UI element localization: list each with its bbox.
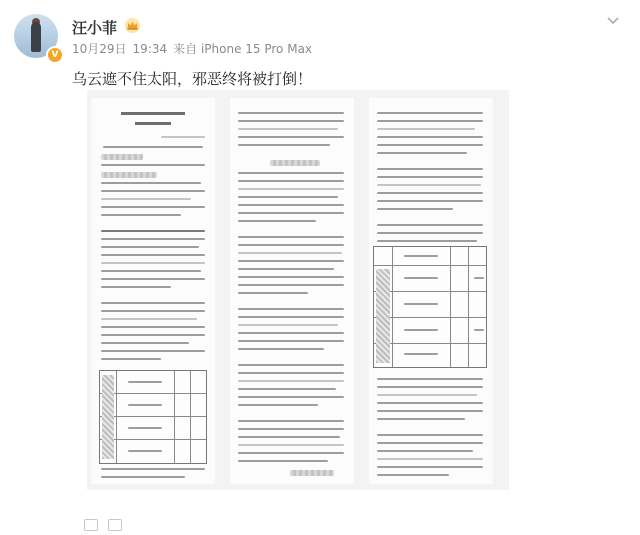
doc-line: [101, 246, 199, 248]
table-col-divider: [116, 371, 117, 463]
doc-line: [238, 372, 344, 374]
doc-line: [377, 200, 483, 202]
doc-judgment-title: [135, 122, 171, 125]
doc-line: [238, 172, 344, 174]
post-date[interactable]: 10月29日: [72, 42, 127, 56]
doc-line: [101, 334, 205, 336]
post-meta: [72, 40, 318, 57]
doc-line: [128, 381, 162, 383]
doc-line: [377, 240, 477, 242]
doc-line: [377, 136, 483, 138]
redacted-text: [101, 154, 143, 160]
doc-line: [101, 190, 205, 192]
doc-line: [238, 196, 338, 198]
doc-line: [101, 198, 191, 200]
post-source: 来自 iPhone 15 Pro Max: [173, 42, 313, 56]
doc-line: [238, 136, 344, 138]
doc-line: [377, 208, 453, 210]
doc-line: [101, 164, 205, 166]
doc-line: [101, 358, 161, 360]
doc-line: [238, 332, 344, 334]
table-row-divider: [374, 317, 486, 318]
doc-line: [101, 262, 205, 264]
doc-line: [238, 144, 330, 146]
doc-line: [238, 236, 344, 238]
doc-line: [101, 182, 201, 184]
doc-line: [101, 318, 197, 320]
doc-line: [377, 176, 483, 178]
doc-line: [103, 146, 203, 148]
doc-line: [404, 277, 438, 279]
doc-line: [101, 214, 181, 216]
table-col-divider: [190, 371, 191, 463]
table-row-divider: [374, 291, 486, 292]
document-scan-image[interactable]: [87, 90, 509, 490]
repost-icon[interactable]: [84, 519, 98, 531]
post-text: 乌云遮不住太阳，邪恶终将被打倒！: [72, 70, 313, 88]
doc-line: [238, 212, 344, 214]
doc-line: [377, 386, 483, 388]
doc-line: [377, 152, 467, 154]
doc-court-title: [121, 112, 185, 115]
doc-line: [101, 286, 171, 288]
doc-line: [238, 268, 334, 270]
doc-line: [377, 128, 475, 130]
doc-line: [238, 316, 344, 318]
doc-line: [101, 206, 205, 208]
doc-line: [238, 120, 344, 122]
table-row-divider: [374, 343, 486, 344]
doc-line: [377, 232, 483, 234]
doc-line: [101, 326, 205, 328]
redacted-block: [102, 375, 114, 459]
bottom-action-icons: [84, 516, 132, 535]
redacted-text: [290, 470, 334, 476]
doc-line: [101, 302, 205, 304]
doc-line: [377, 410, 483, 412]
doc-line: [101, 238, 205, 240]
doc-line: [474, 277, 484, 279]
doc-line: [238, 420, 344, 422]
doc-line: [404, 303, 438, 305]
doc-line: [377, 120, 483, 122]
doc-line: [238, 244, 344, 246]
redacted-block: [376, 269, 390, 363]
doc-line: [238, 396, 344, 398]
doc-line: [238, 220, 316, 222]
post-time[interactable]: 19:34: [132, 42, 168, 56]
doc-line: [377, 442, 483, 444]
table-col-divider: [468, 247, 469, 367]
doc-line: [238, 204, 344, 206]
document-page-3: [369, 98, 493, 484]
doc-line: [238, 260, 344, 262]
doc-line: [238, 460, 328, 462]
avatar-figure: [31, 22, 41, 52]
document-page-1: [91, 98, 215, 484]
doc-line: [377, 434, 483, 436]
doc-line: [101, 468, 205, 470]
doc-line: [238, 404, 318, 406]
table-col-divider: [174, 371, 175, 463]
doc-line: [238, 188, 344, 190]
crown-icon[interactable]: [124, 17, 141, 34]
redacted-text: [270, 160, 320, 166]
doc-line: [161, 136, 205, 138]
doc-line: [377, 192, 483, 194]
doc-line: [238, 252, 342, 254]
doc-line: [238, 436, 340, 438]
doc-line: [377, 474, 449, 476]
doc-table: [373, 246, 487, 368]
doc-line: [101, 270, 201, 272]
redacted-text: [101, 172, 157, 178]
doc-line: [238, 444, 344, 446]
doc-line: [238, 380, 344, 382]
doc-line: [377, 394, 477, 396]
doc-line: [101, 476, 185, 478]
doc-line: [377, 378, 483, 380]
doc-line: [238, 452, 344, 454]
doc-line: [101, 230, 205, 232]
doc-line: [238, 308, 344, 310]
doc-line: [377, 418, 465, 420]
doc-line: [238, 128, 338, 130]
doc-line: [101, 310, 205, 312]
doc-line: [238, 284, 344, 286]
doc-line: [238, 276, 344, 278]
table-col-divider: [392, 247, 393, 367]
document-page-2: [230, 98, 354, 484]
doc-line: [238, 292, 308, 294]
doc-line: [377, 450, 473, 452]
table-row-divider: [374, 265, 486, 266]
doc-line: [377, 458, 483, 460]
doc-line: [238, 364, 344, 366]
doc-line: [238, 348, 324, 350]
verified-badge-icon: V: [46, 46, 64, 64]
doc-line: [128, 427, 162, 429]
doc-line: [377, 112, 483, 114]
doc-line: [404, 329, 438, 331]
doc-line: [128, 404, 162, 406]
doc-line: [101, 254, 205, 256]
doc-line: [404, 353, 438, 355]
table-col-divider: [450, 247, 451, 367]
doc-line: [377, 466, 483, 468]
doc-line: [377, 144, 483, 146]
doc-line: [238, 180, 344, 182]
doc-line: [404, 255, 438, 257]
doc-line: [101, 350, 205, 352]
doc-line: [238, 112, 344, 114]
chevron-down-icon[interactable]: [604, 12, 622, 30]
doc-line: [238, 324, 338, 326]
doc-line: [238, 428, 344, 430]
doc-line: [377, 402, 483, 404]
doc-line: [377, 224, 483, 226]
doc-line: [128, 450, 162, 452]
doc-line: [377, 184, 481, 186]
doc-table: [99, 370, 207, 464]
doc-line: [101, 278, 205, 280]
username[interactable]: 汪小菲: [72, 19, 118, 37]
doc-line: [377, 168, 483, 170]
doc-line: [238, 340, 344, 342]
doc-line: [238, 388, 336, 390]
comment-icon[interactable]: [108, 519, 122, 531]
doc-line: [474, 329, 484, 331]
doc-line: [101, 342, 189, 344]
